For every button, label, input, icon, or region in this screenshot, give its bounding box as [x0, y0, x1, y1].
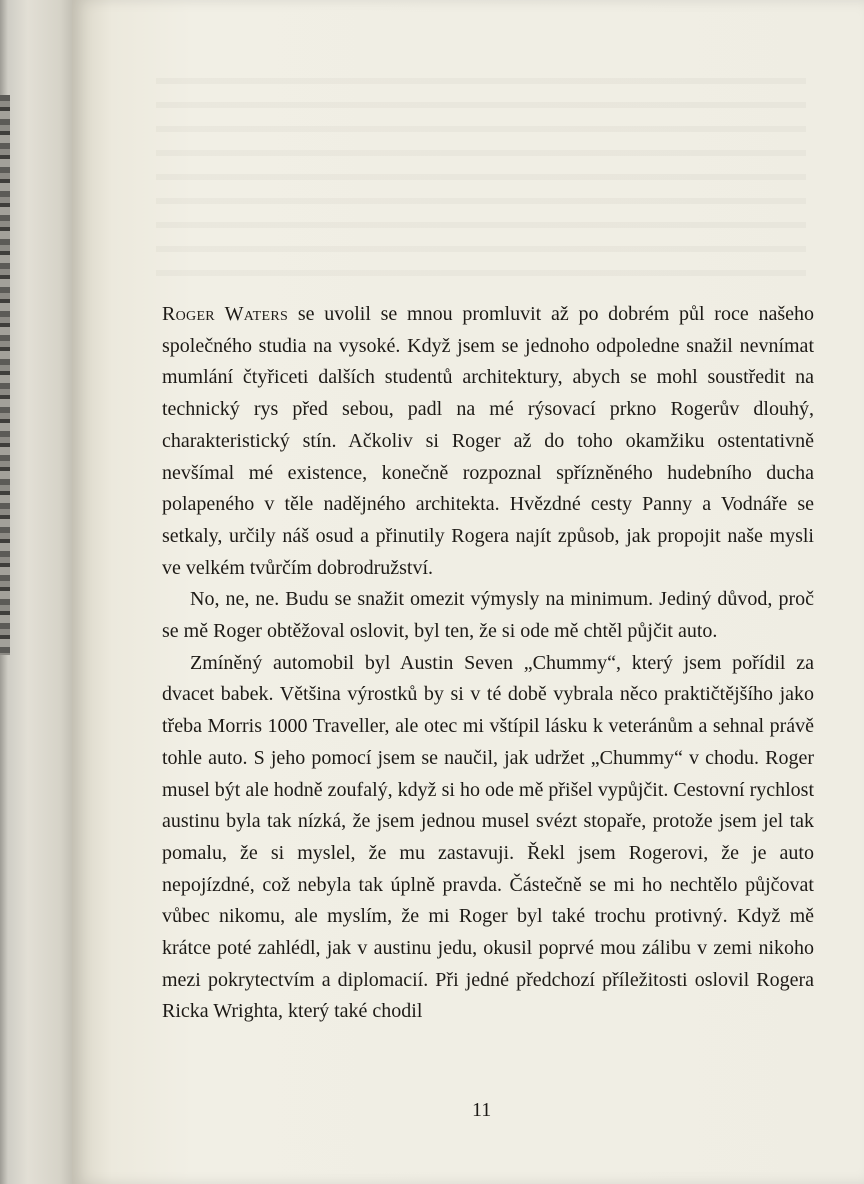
show-through-text	[156, 78, 806, 288]
body-text	[162, 299, 814, 1028]
paragraph-3: Zmíněný automobil byl Austin Seven „Chummy“, který jsem pořídil za dvacet babek. Většina výrostků by si v té době vybrala něco praktičtějšího jako třeba Morris 1000 Traveller, ale otec mi vštípil lásku k veteránům a sehnal právě tohle auto. S jeho pomocí jsem se naučil, jak udržet „Chummy“ v chodu. Roger musel být ale hodně zoufalý, když si ho ode mě přišel vypůjčit. Cestovní rychlost austinu byla tak nízká, že jsem jednou musel svézt stopaře, protože jsem jel tak pomalu, že si myslel, že mu zastavuji. Řekl jsem Rogerovi, že je auto nepojízdné, což nebyla tak úplně pravda. Částečně se mi ho nechtělo půjčovat vůbec nikomu, ale myslím, že mi Roger byl také trochu protivný. Když mě krátce poté zahlédl, jak v austinu jedu, okusil poprvé mou zálibu v zemi nikoho mezi pokrytectvím a diplomacií. Při jedné předchozí příležitosti oslovil Rogera Ricka Wrighta, který také chodil	[162, 651, 814, 1023]
facing-page-photo-edge	[0, 95, 10, 655]
paragraph-2: No, ne, ne. Budu se snažit omezit výmysly na minimum. Jediný důvod, proč se mě Roger obtěžoval oslovit, byl ten, že si ode mě chtěl půjčit auto.	[162, 588, 814, 643]
page-number: 11	[472, 1099, 492, 1121]
paragraph-1-text: se uvolil se mnou promluvit až po dobrém půl roce našeho společného studia na vysoké. Když jsem se jednoho odpoledne snažil nevnímat mumlání čtyřiceti dalších studentů architektury, abych se mohl soustředit na technický rys před sebou, padl na mé rýsovací prkno Rogerův dlouhý, charakteristický stín. Ačkoliv si Roger až do toho okamžiku ostentativně nevšímal mé existence, konečně rozpoznal spřízněného hudebního ducha polapeného v těle nadějného architekta. Hvězdné cesty Panny a Vodnáře se setkaly, určily náš osud a přinutily Rogera najít způsob, jak propojit naše mysli ve velkém tvůrčím dobrodružství.	[162, 303, 814, 579]
paragraph-1	[162, 299, 814, 584]
opening-name: Roger Waters	[162, 303, 289, 325]
facing-page-edge	[0, 0, 72, 1184]
